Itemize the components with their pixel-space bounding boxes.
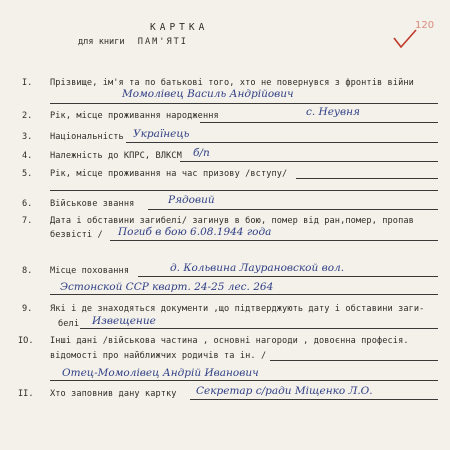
field-8-underline-2 bbox=[50, 294, 438, 295]
field-10-value: Отец-Момолівец Андрій Иванович bbox=[62, 367, 259, 379]
field-8-label: Місце поховання bbox=[50, 266, 130, 276]
field-10-label: Інші дані /військова частина , основні нагороди , довоєнна професія. bbox=[50, 336, 409, 346]
field-9-number: 9. bbox=[22, 304, 33, 314]
field-11-value: Секретар с/ради Міщенко Л.О. bbox=[196, 385, 373, 397]
field-1-number: I. bbox=[22, 78, 33, 88]
field-5-label: Рік, місце проживання на час призову /вступу/ bbox=[50, 169, 288, 179]
field-2-underline bbox=[200, 122, 438, 123]
field-7-label-2: безвісті / bbox=[50, 230, 103, 240]
field-6-underline bbox=[148, 209, 438, 210]
field-2-number: 2. bbox=[22, 111, 33, 121]
field-3-number: 3. bbox=[22, 132, 33, 142]
field-8-value-2: Эстонской ССР кварт. 24-25 лес. 264 bbox=[60, 281, 274, 293]
field-10-underline-2 bbox=[50, 380, 438, 381]
field-3-value: Українець bbox=[133, 128, 190, 140]
field-10-number: IO. bbox=[18, 336, 34, 346]
field-1-underline bbox=[50, 103, 438, 104]
field-5-underline bbox=[296, 178, 438, 179]
card-number-mark: 120 bbox=[415, 20, 435, 31]
checkmark-icon bbox=[392, 28, 418, 50]
field-4-label: Належність до КПРС, ВЛКСМ bbox=[50, 151, 182, 161]
card-subtitle bbox=[78, 37, 188, 47]
field-7-label: Дата і обставини загибелі/ загинув в бою, помер від ран,помер, пропав bbox=[50, 216, 414, 226]
field-6-number: 6. bbox=[22, 199, 33, 209]
field-6-value: Рядовий bbox=[168, 194, 215, 206]
field-7-number: 7. bbox=[22, 216, 33, 226]
field-10-label-2: відомості про найближчих родичів та ін. / bbox=[50, 351, 267, 361]
field-8-number: 8. bbox=[22, 266, 33, 276]
field-1-value: Момолівец Василь Андрійович bbox=[122, 88, 294, 100]
field-4-underline bbox=[180, 161, 438, 162]
field-9-value: Извещение bbox=[92, 315, 156, 327]
field-8-value: д. Кольвина Лаурановской вол. bbox=[170, 262, 345, 274]
field-7-underline bbox=[110, 240, 438, 241]
field-3-underline bbox=[126, 142, 438, 143]
field-11-underline bbox=[190, 399, 438, 400]
field-2-value: с. Неувня bbox=[306, 106, 360, 118]
field-9-label-2: белі bbox=[58, 319, 80, 329]
field-5-number: 5. bbox=[22, 169, 33, 179]
field-9-underline bbox=[80, 328, 438, 329]
field-7-value: Погиб в бою 6.08.1944 года bbox=[118, 226, 272, 238]
field-1-label: Прізвище, ім'я та по батькові того, хто не повернувся з фронтів війни bbox=[50, 78, 414, 88]
field-9-label: Які і де знаходяться документи ,що підтверджують дату і обставини заги- bbox=[50, 304, 425, 314]
field-4-number: 4. bbox=[22, 151, 33, 161]
subtitle-small: для книги bbox=[78, 37, 125, 47]
field-3-label: Національність bbox=[50, 132, 124, 142]
card-title: КАРТКА bbox=[150, 22, 209, 33]
field-6-label: Військове звання bbox=[50, 199, 135, 209]
subtitle-big: ПАМ'ЯТІ bbox=[137, 37, 188, 47]
field-11-label: Хто заповнив дану картку bbox=[50, 389, 177, 399]
field-8-underline bbox=[138, 276, 438, 277]
field-5-underline-2 bbox=[50, 190, 438, 191]
field-10-underline bbox=[270, 360, 438, 361]
field-4-value: б/п bbox=[193, 147, 210, 159]
field-2-label: Рік, місце проживання народження bbox=[50, 111, 219, 121]
field-11-number: II. bbox=[18, 389, 34, 399]
